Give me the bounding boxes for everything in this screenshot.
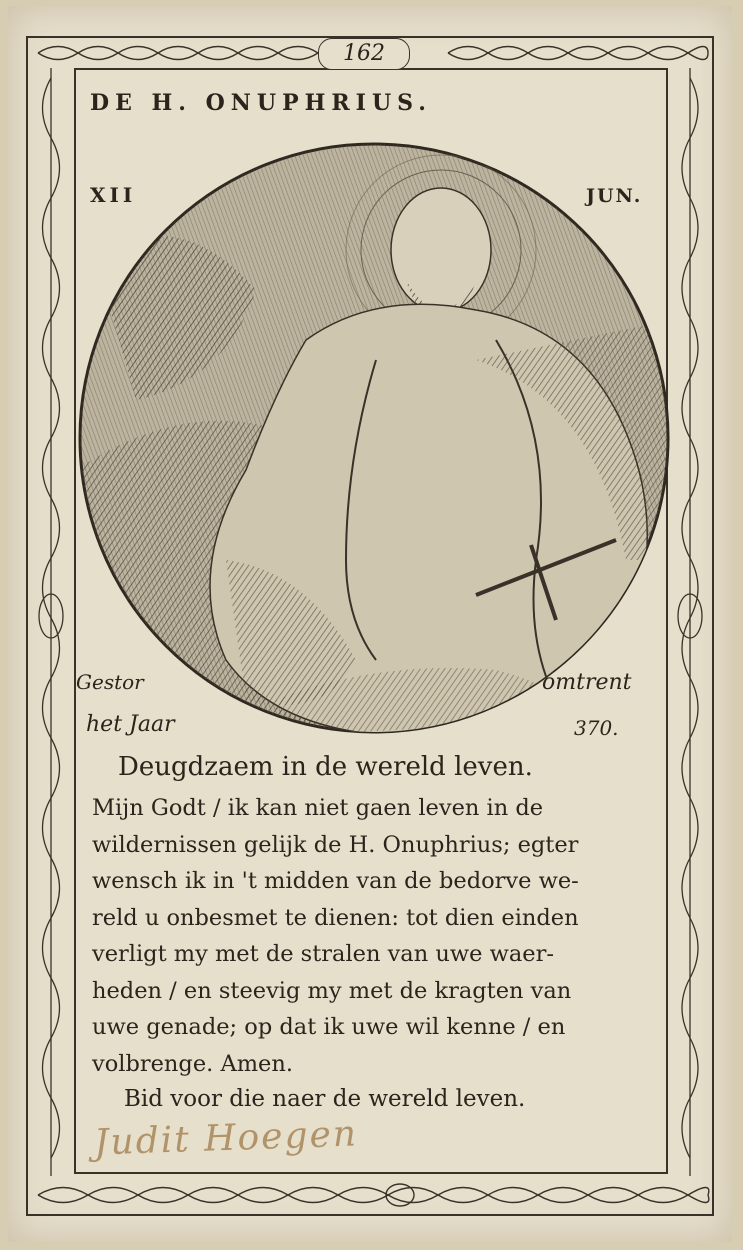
engraving-caption-year-label: het Jaar bbox=[86, 712, 175, 737]
feast-month: JUN. bbox=[586, 185, 643, 207]
page-number: 162 bbox=[318, 38, 410, 70]
handwritten-signature: Judit Hoegen bbox=[93, 1113, 359, 1164]
right-ornament-band bbox=[668, 68, 712, 1176]
virtue-heading: Deugdzaem in de wereld leven. bbox=[118, 752, 533, 782]
engraving-caption-year: 370. bbox=[574, 716, 619, 740]
closing-line: Bid voor die naer de wereld leven. bbox=[124, 1086, 526, 1112]
saint-engraving bbox=[76, 140, 672, 740]
saint-title: DE H. ONUPHRIUS. bbox=[90, 90, 432, 116]
left-ornament-band bbox=[28, 68, 74, 1176]
prayer-text: Mijn Godt / ik kan niet gaen leven in de wildernissen gelijk de H. Onuphrius; egter wensch ik in 't midden van de bedorve we- reld u onbesmet te dienen: tot dien einden verligt my met de stralen van uwe waer- heden / en steevig my met de kragten van uwe genade; op dat ik uwe wil kenne / en volbrenge. Amen. bbox=[92, 795, 579, 1077]
feast-day: XII bbox=[90, 183, 137, 207]
engraving-caption-about: omtrent bbox=[542, 670, 632, 695]
bottom-ornament-band bbox=[28, 1176, 712, 1214]
engraving-caption-died: Gestor bbox=[76, 670, 144, 694]
